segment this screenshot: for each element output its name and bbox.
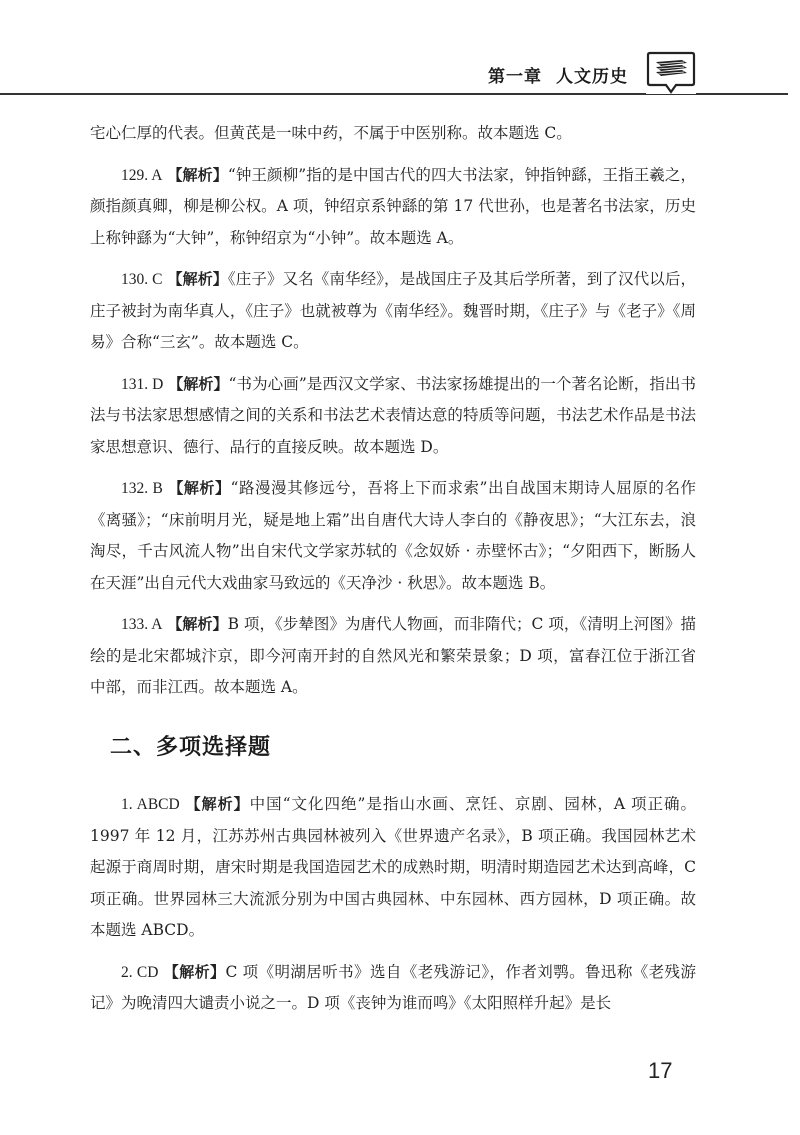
- answer-text: B 项，《步辇图》为唐代人物画，而非隋代；C 项，《清明上河图》描绘的是北宋都城汴京，即今河南开封的自然风光和繁荣景象；D 项，富春江位于浙江省中部，而非江西。故本题选 A。: [90, 615, 696, 696]
- answer-132: [90, 473, 696, 599]
- answer-text: “书为心画”是西汉文学家、书法家扬雄提出的一个著名论断，指出书法与书法家思想感情之间的关系和书法艺术表情达意的特质等问题，书法艺术作品是书法家思想意识、德行、品行的直接反映。故本题选 D。: [90, 374, 696, 456]
- chapter-label: 第一章: [488, 67, 542, 87]
- page-header: [0, 0, 800, 100]
- analysis-marker: 【解析】: [168, 479, 231, 497]
- answer-number: 133. A: [121, 616, 163, 633]
- page-number: 17: [648, 1058, 673, 1083]
- answer-130: [90, 264, 696, 359]
- answer-number: 130. C: [121, 271, 163, 288]
- analysis-marker: 【解析】: [167, 615, 228, 633]
- multi-answer-1: [90, 789, 696, 947]
- page-body: [90, 118, 696, 1030]
- answer-133: [90, 609, 696, 704]
- chapter-title: 人文历史: [556, 67, 628, 87]
- analysis-marker: 【解析】: [167, 165, 228, 184]
- answer-131: [90, 369, 696, 464]
- section-title: 二、多项选择题: [110, 734, 272, 760]
- answer-number: 131. D: [121, 375, 164, 393]
- analysis-marker: 【解析】: [163, 962, 226, 981]
- answer-text: “路漫漫其修远兮，吾将上下而求索”出自战国末期诗人屈原的名作《离骚》；“床前明月光，疑是地上霜”出自唐代大诗人李白的《静夜思》；“大江东去，浪淘尽，千古风流人物”出自宋代文学家苏轼的《念奴娇 · 赤壁怀古》；“夕阳西下，断肠人在天涯”出自元代大戏曲家马致远的《天净沙 · 秋思》。故本题选 B。: [90, 479, 696, 592]
- answer-number: 129. A: [121, 166, 163, 184]
- answer-number: 2. CD: [121, 963, 159, 981]
- answer-129: [90, 160, 696, 255]
- answer-text: 中国“文化四绝”是指山水画、烹饪、京剧、园林，A 项正确。1997 年 12 月，江苏苏州古典园林被列入《世界遗产名录》，B 项正确。我国园林艺术起源于商周时期，唐宋时期是我国造园艺术的成熟时期，明清时期造园艺术达到高峰，C 项正确。世界园林三大流派分别为中国古典园林、中东园林、西方园林，D 项正确。故本题选 ABCD。: [90, 795, 696, 939]
- answer-number: 1. ABCD: [121, 796, 180, 813]
- answer-text: “钟王颜柳”指的是中国古代的四大书法家，钟指钟繇，王指王羲之，颜指颜真卿，柳是柳公权。A 项，钟绍京系钟繇的第 17 代世孙，也是著名书法家，历史上称钟繇为“大钟”，称钟绍京为“小钟”。故本题选 A。: [90, 165, 696, 247]
- answer-number: 132. B: [121, 480, 163, 497]
- stacked-books-icon: [646, 50, 696, 94]
- analysis-marker: 【解析】: [168, 374, 229, 393]
- answer-text: 《庄子》又名《南华经》，是战国庄子及其后学所著，到了汉代以后，庄子被封为南华真人，《庄子》也就被尊为《南华经》。魏晋时期，《庄子》与《老子》《周易》合称“三玄”。故本题选 C。: [90, 270, 696, 351]
- running-head: [488, 62, 628, 87]
- answer-text: C 项《明湖居听书》选自《老残游记》，作者刘鹗。鲁迅称《老残游记》为晚清四大谴责小说之一。D 项《丧钟为谁而鸣》《太阳照样升起》是长: [90, 962, 696, 1012]
- multi-answer-2: [90, 957, 696, 1020]
- intro-paragraph: 宅心仁厚的代表。但黄芪是一味中药，不属于中医别称。故本题选 C。: [90, 124, 572, 142]
- analysis-marker: 【解析】: [167, 270, 228, 288]
- analysis-marker: 【解析】: [185, 795, 250, 813]
